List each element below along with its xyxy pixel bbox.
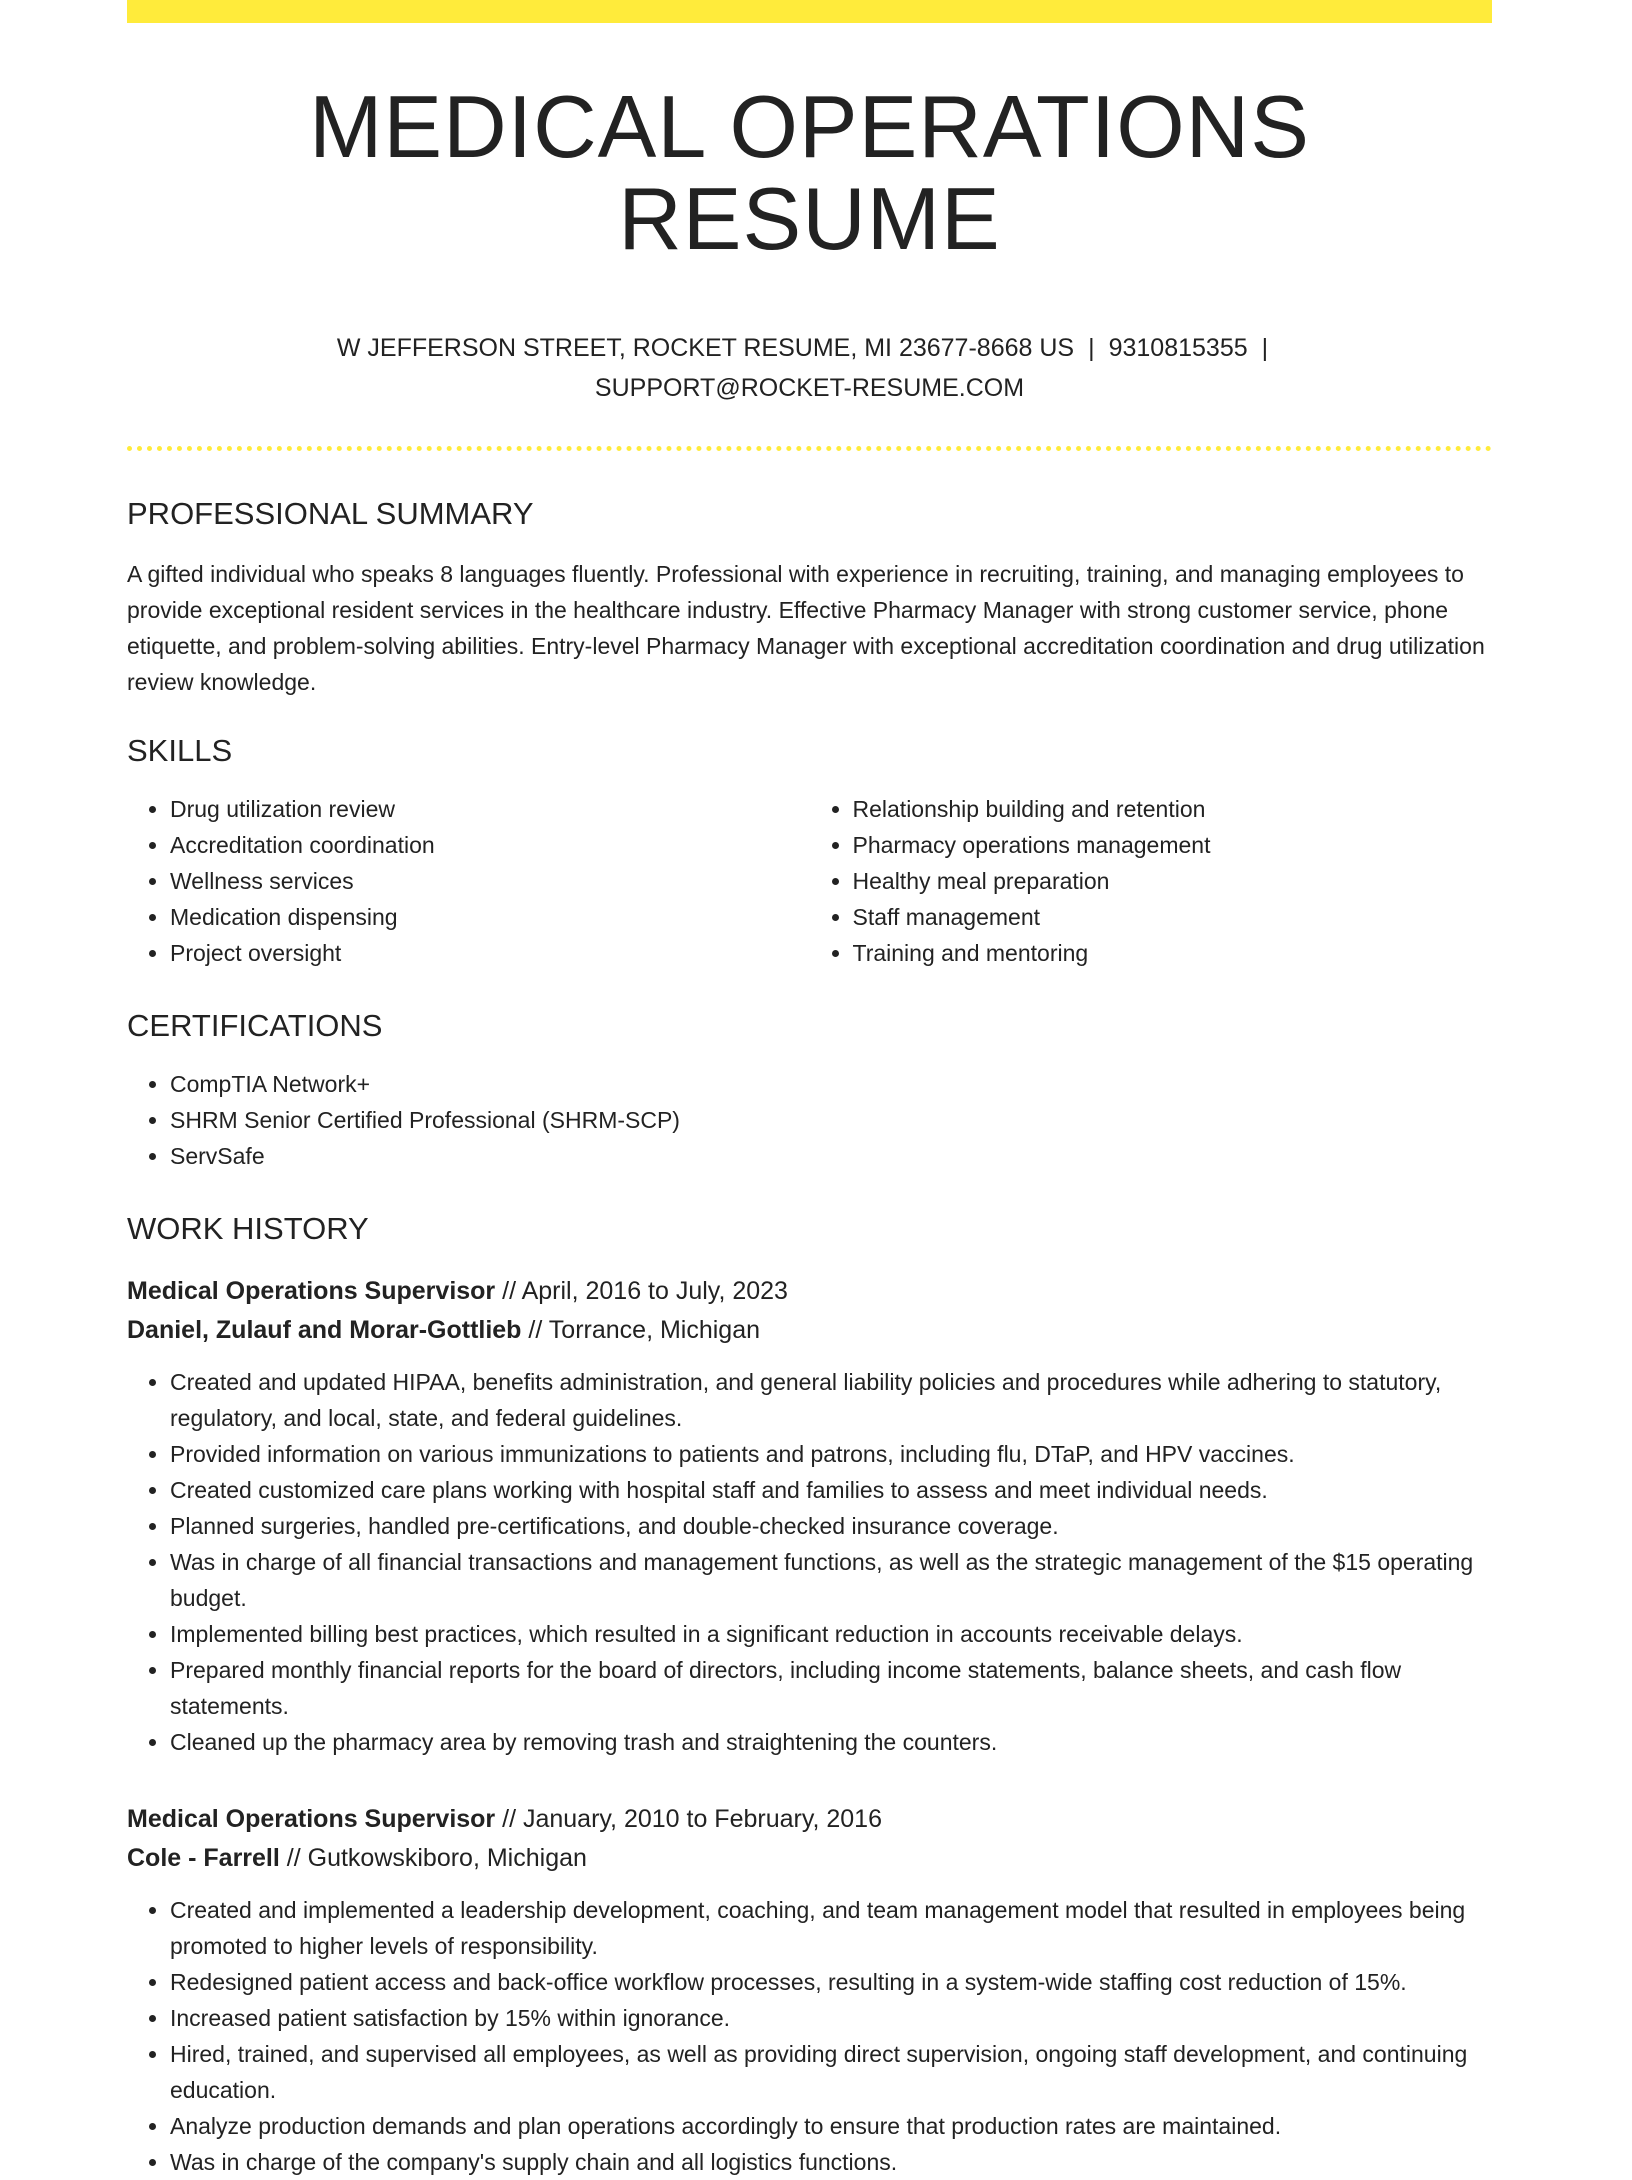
summary-text: A gifted individual who speaks 8 languages fluently. Professional with experience in recruiting, training, and managing employees to provide exceptional resident services in the healthcare industry. Effective Pharmacy Manager with strong customer service, phone etiquette, and problem-solving abilities. Entry-level Pharmacy Manager with exceptional accreditation coordination and drug utilization review knowledge.: [127, 560, 1485, 695]
skill-item: • Training and mentoring: [853, 935, 1493, 971]
job-company-line: [127, 1311, 1492, 1350]
job-bullet: • Created and implemented a leadership development, coaching, and team management model that resulted in employees being promoted to higher levels of responsibility.: [170, 1892, 1492, 1964]
resume-content: [127, 23, 1492, 2180]
certifications-list: [127, 1066, 1492, 1174]
summary-heading: PROFESSIONAL SUMMARY: [127, 495, 534, 531]
certification-item: • SHRM Senior Certified Professional (SHRM-SCP): [170, 1102, 1492, 1138]
skill-item: • Relationship building and retention: [853, 791, 1493, 827]
skills-list-right: [810, 791, 1493, 971]
job-bullets: [127, 1892, 1492, 2180]
skill-item: • Pharmacy operations management: [853, 827, 1493, 863]
dotted-divider: [127, 446, 1492, 451]
job-company: Cole - Farrell: [127, 1843, 280, 1872]
job-location: // Gutkowskiboro, Michigan: [286, 1843, 587, 1872]
skill-item: • Staff management: [853, 899, 1493, 935]
contact-address: W JEFFERSON STREET, ROCKET RESUME, MI 23677-8668 US: [336, 333, 1075, 362]
certification-item: • ServSafe: [170, 1138, 1492, 1174]
job-bullet: • Cleaned up the pharmacy area by removing trash and straightening the counters.: [170, 1724, 1492, 1760]
job-role: Medical Operations Supervisor: [127, 1804, 496, 1833]
job-bullet: • Redesigned patient access and back-office workflow processes, resulting in a system-wide staffing cost reduction of 15%.: [170, 1964, 1492, 2000]
job-bullet: • Implemented billing best practices, which resulted in a significant reduction in accounts receivable delays.: [170, 1616, 1492, 1652]
certification-item: • CompTIA Network+: [170, 1066, 1492, 1102]
job-bullet: • Prepared monthly financial reports for the board of directors, including income statements, balance sheets, and cash flow statements.: [170, 1652, 1492, 1724]
skill-item: • Accreditation coordination: [170, 827, 810, 863]
job-bullet: • Provided information on various immunizations to patients and patrons, including flu, DTaP, and HPV vaccines.: [170, 1436, 1492, 1472]
skill-item: • Medication dispensing: [170, 899, 810, 935]
job-bullet: • Was in charge of the company's supply chain and all logistics functions.: [170, 2144, 1492, 2180]
job-role-line: [127, 1272, 1492, 1311]
work-history-heading: WORK HISTORY: [127, 1211, 369, 1247]
skill-item: • Wellness services: [170, 863, 810, 899]
job-dates: // April, 2016 to July, 2023: [502, 1276, 788, 1305]
job-company: Daniel, Zulauf and Morar-Gottlieb: [127, 1315, 522, 1344]
job-bullet: • Created customized care plans working with hospital staff and families to assess and meet individual needs.: [170, 1472, 1492, 1508]
job-role: Medical Operations Supervisor: [127, 1276, 496, 1305]
job-bullet: • Increased patient satisfaction by 15% within ignorance.: [170, 2000, 1492, 2036]
resume-title: MEDICAL OPERATIONS RESUME: [309, 77, 1310, 269]
job-dates: // January, 2010 to February, 2016: [502, 1804, 882, 1833]
job-header: [127, 1800, 1492, 1878]
job-bullet: • Planned surgeries, handled pre-certifications, and double-checked insurance coverage.: [170, 1508, 1492, 1544]
job-company-line: [127, 1839, 1492, 1878]
contact-email: SUPPORT@ROCKET-RESUME.COM: [594, 373, 1025, 402]
job-header: [127, 1272, 1492, 1350]
job-bullet: • Was in charge of all financial transactions and management functions, as well as the strategic management of the $15 operating budget.: [170, 1544, 1492, 1616]
accent-bar: [127, 0, 1492, 23]
skills-columns: [127, 791, 1492, 971]
skills-heading: SKILLS: [127, 732, 233, 768]
job-role-line: [127, 1800, 1492, 1839]
contact-separator: |: [1261, 333, 1269, 362]
contact-phone: 9310815355: [1108, 333, 1248, 362]
job-bullet: • Created and updated HIPAA, benefits administration, and general liability policies and procedures while adhering to statutory, regulatory, and local, state, and federal guidelines.: [170, 1364, 1492, 1436]
skill-item: • Project oversight: [170, 935, 810, 971]
job-bullet: • Hired, trained, and supervised all employees, as well as providing direct supervision, ongoing staff development, and continuing education.: [170, 2036, 1492, 2108]
certifications-heading: CERTIFICATIONS: [127, 1008, 383, 1044]
job-bullets: [127, 1364, 1492, 1760]
skill-item: • Healthy meal preparation: [853, 863, 1493, 899]
job-bullet: • Analyze production demands and plan operations accordingly to ensure that production rates are maintained.: [170, 2108, 1492, 2144]
job-location: // Torrance, Michigan: [528, 1315, 761, 1344]
contact-info: [127, 328, 1492, 408]
skill-item: • Drug utilization review: [170, 791, 810, 827]
contact-separator: |: [1088, 333, 1095, 362]
skills-list-left: [127, 791, 810, 971]
